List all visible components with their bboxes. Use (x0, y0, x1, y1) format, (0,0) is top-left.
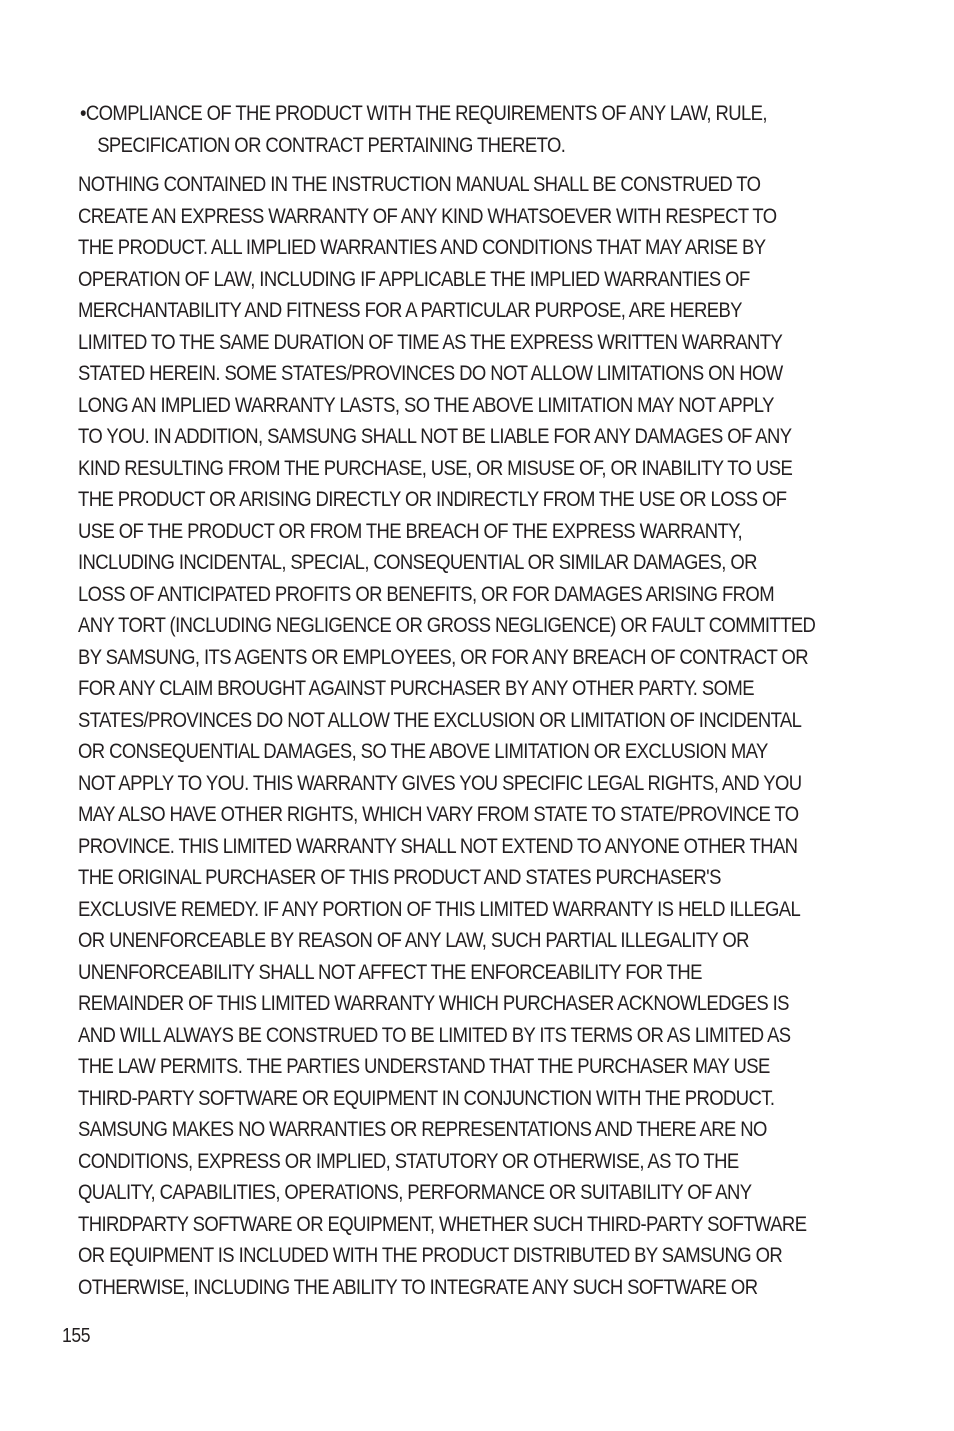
paragraph-line: FOR ANY CLAIM BROUGHT AGAINST PURCHASER BY ANY OTHER PARTY. SOME (78, 676, 754, 700)
paragraph-line: INCLUDING INCIDENTAL, SPECIAL, CONSEQUENTIAL OR SIMILAR DAMAGES, OR (78, 550, 757, 574)
paragraph-line: NOTHING CONTAINED IN THE INSTRUCTION MANUAL SHALL BE CONSTRUED TO (78, 172, 761, 196)
paragraph-line: NOT APPLY TO YOU. THIS WARRANTY GIVES YOU SPECIFIC LEGAL RIGHTS, AND YOU (78, 770, 802, 795)
paragraph-line: THE PRODUCT. ALL IMPLIED WARRANTIES AND CONDITIONS THAT MAY ARISE BY (78, 235, 766, 259)
paragraph-line: OR EQUIPMENT IS INCLUDED WITH THE PRODUCT DISTRIBUTED BY SAMSUNG OR (78, 1243, 783, 1267)
paragraph-line: BY SAMSUNG, ITS AGENTS OR EMPLOYEES, OR FOR ANY BREACH OF CONTRACT OR (78, 644, 809, 669)
paragraph-line: ANY TORT (INCLUDING NEGLIGENCE OR GROSS NEGLIGENCE) OR FAULT COMMITTED (78, 613, 816, 637)
paragraph-line: LONG AN IMPLIED WARRANTY LASTS, SO THE ABOVE LIMITATION MAY NOT APPLY (78, 392, 774, 417)
paragraph-line: CREATE AN EXPRESS WARRANTY OF ANY KIND WHATSOEVER WITH RESPECT TO (78, 203, 777, 228)
paragraph-line: AND WILL ALWAYS BE CONSTRUED TO BE LIMITED BY ITS TERMS OR AS LIMITED AS (78, 1022, 791, 1047)
paragraph-line: TO YOU. IN ADDITION, SAMSUNG SHALL NOT BE LIABLE FOR ANY DAMAGES OF ANY (78, 424, 792, 448)
bullet-list-item (80, 98, 767, 161)
paragraph-line: PROVINCE. THIS LIMITED WARRANTY SHALL NOT EXTEND TO ANYONE OTHER THAN (78, 833, 798, 858)
paragraph-line: LOSS OF ANTICIPATED PROFITS OR BENEFITS, OR FOR DAMAGES ARISING FROM (78, 581, 775, 606)
bullet-text-line: SPECIFICATION OR CONTRACT PERTAINING THERETO. (97, 132, 566, 157)
bullet-marker: • (80, 101, 86, 125)
paragraph-line: STATES/PROVINCES DO NOT ALLOW THE EXCLUSION OR LIMITATION OF INCIDENTAL (78, 707, 802, 732)
paragraph-line: THE ORIGINAL PURCHASER OF THIS PRODUCT AND STATES PURCHASER'S (78, 865, 721, 889)
paragraph-line: UNENFORCEABILITY SHALL NOT AFFECT THE ENFORCEABILITY FOR THE (78, 959, 702, 984)
paragraph-line: KIND RESULTING FROM THE PURCHASE, USE, OR MISUSE OF, OR INABILITY TO USE (78, 455, 793, 480)
paragraph-line: THE LAW PERMITS. THE PARTIES UNDERSTAND THAT THE PURCHASER MAY USE (78, 1054, 770, 1078)
paragraph-line: QUALITY, CAPABILITIES, OPERATIONS, PERFORMANCE OR SUITABILITY OF ANY (78, 1180, 752, 1204)
paragraph-line: THE PRODUCT OR ARISING DIRECTLY OR INDIRECTLY FROM THE USE OR LOSS OF (78, 487, 787, 511)
bullet-text-line: COMPLIANCE OF THE PRODUCT WITH THE REQUIREMENTS OF ANY LAW, RULE, (85, 101, 767, 125)
paragraph-line: STATED HEREIN. SOME STATES/PROVINCES DO NOT ALLOW LIMITATIONS ON HOW (78, 361, 783, 385)
paragraph-line: CONDITIONS, EXPRESS OR IMPLIED, STATUTORY OR OTHERWISE, AS TO THE (78, 1148, 739, 1173)
paragraph-line: EXCLUSIVE REMEDY. IF ANY PORTION OF THIS LIMITED WARRANTY IS HELD ILLEGAL (78, 896, 801, 921)
paragraph-line: MERCHANTABILITY AND FITNESS FOR A PARTICULAR PURPOSE, ARE HEREBY (78, 298, 742, 322)
paragraph-line: REMAINDER OF THIS LIMITED WARRANTY WHICH PURCHASER ACKNOWLEDGES IS (78, 991, 789, 1015)
paragraph-line: THIRDPARTY SOFTWARE OR EQUIPMENT, WHETHER SUCH THIRD-PARTY SOFTWARE (78, 1211, 807, 1236)
body-paragraph (78, 169, 852, 1303)
paragraph-line: SAMSUNG MAKES NO WARRANTIES OR REPRESENTATIONS AND THERE ARE NO (78, 1117, 767, 1141)
paragraph-line: THIRD-PARTY SOFTWARE OR EQUIPMENT IN CONJUNCTION WITH THE PRODUCT. (78, 1085, 775, 1110)
paragraph-line: LIMITED TO THE SAME DURATION OF TIME AS THE EXPRESS WRITTEN WARRANTY (78, 329, 783, 354)
paragraph-line: USE OF THE PRODUCT OR FROM THE BREACH OF THE EXPRESS WARRANTY, (78, 518, 743, 543)
paragraph-line: OTHERWISE, INCLUDING THE ABILITY TO INTEGRATE ANY SUCH SOFTWARE OR (78, 1274, 758, 1299)
paragraph-line: OPERATION OF LAW, INCLUDING IF APPLICABLE THE IMPLIED WARRANTIES OF (78, 266, 750, 291)
paragraph-line: MAY ALSO HAVE OTHER RIGHTS, WHICH VARY FROM STATE TO STATE/PROVINCE TO (78, 802, 799, 826)
bullet-first-line (80, 98, 767, 130)
page-number: 155 (62, 1325, 91, 1347)
paragraph-line: OR CONSEQUENTIAL DAMAGES, SO THE ABOVE LIMITATION OR EXCLUSION MAY (78, 739, 768, 763)
paragraph-line: OR UNENFORCEABLE BY REASON OF ANY LAW, SUCH PARTIAL ILLEGALITY OR (78, 928, 749, 952)
